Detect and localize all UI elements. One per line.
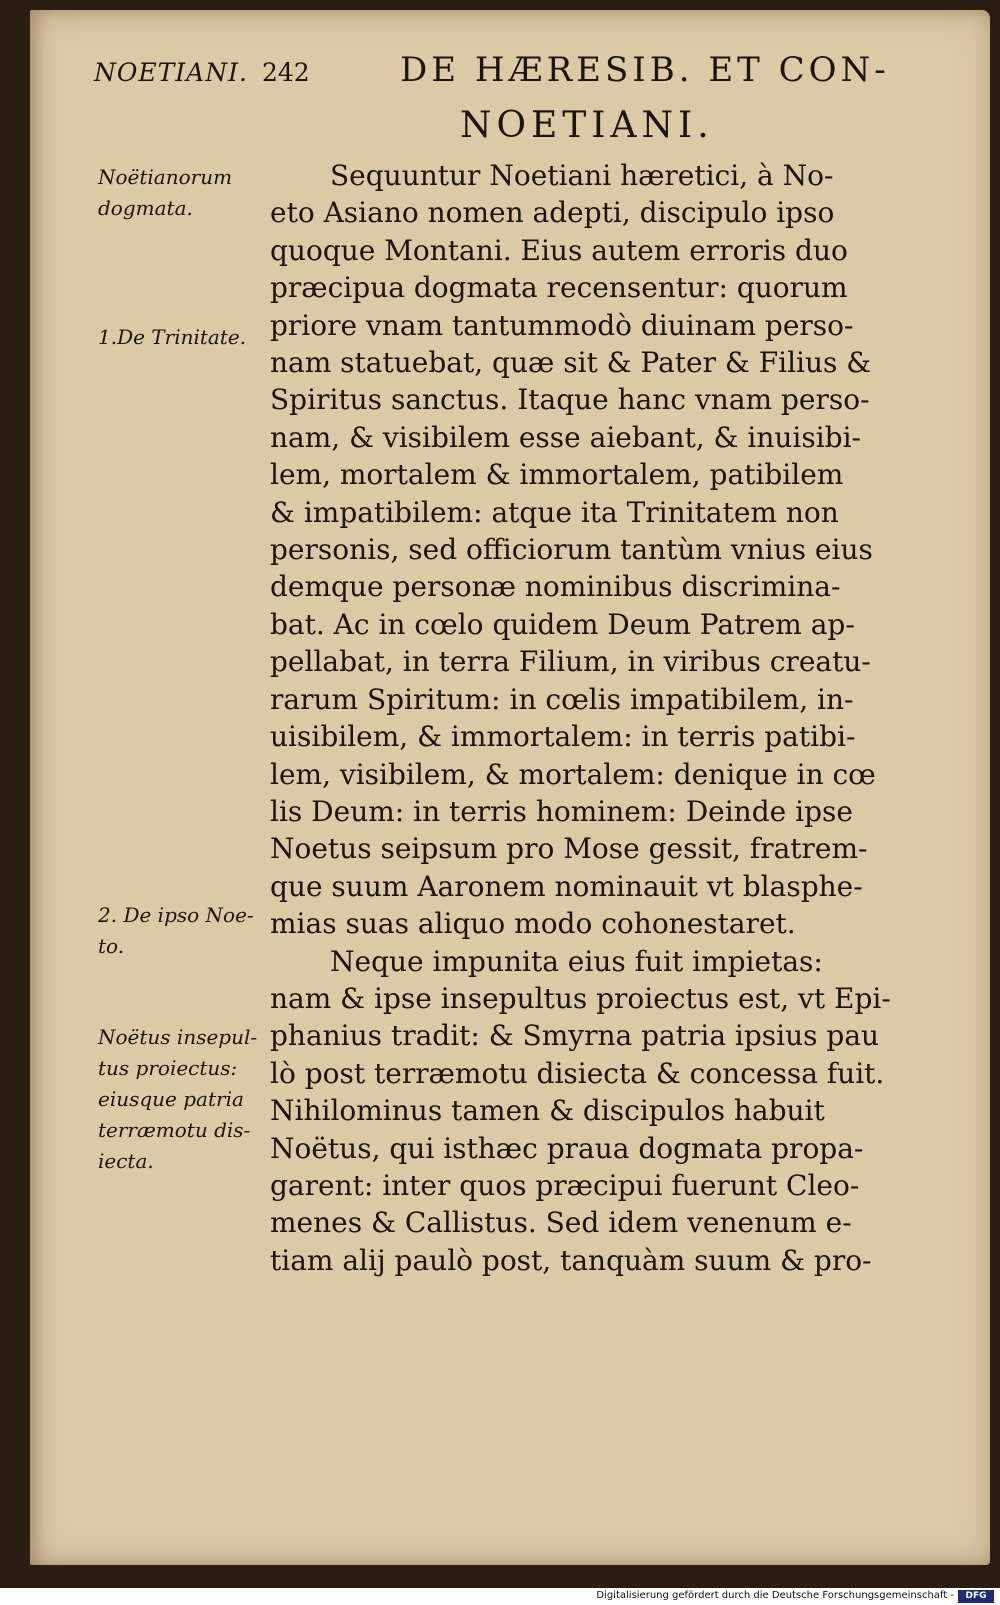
body-line: priore vnam tantummodò diuinam perso- [270,308,854,342]
marginal-note-line: dogmata. [98,196,193,220]
marginal-note-noeto [98,900,268,962]
body-line: quoque Montani. Eius autem erroris duo [270,233,848,267]
body-line: Neque impunita eius fuit impietas: [330,944,823,978]
marginal-note-line: eiusque patria [98,1087,244,1111]
body-line: phanius tradit: & Smyrna patria ipsius pau [270,1019,880,1053]
marginal-note-line: tus proiectus: [98,1056,238,1080]
body-line: Nihilominus tamen & discipulos habuit [270,1094,825,1128]
marginal-note-line: terræmotu dis- [98,1118,251,1142]
section-title: NOETIANI. [460,105,714,146]
body-line: nam, & visibilem esse aiebant, & inuisibi- [270,420,862,454]
running-head-left: NOETIANI. [94,58,248,87]
marginal-note-line: Noëtus insepul- [98,1025,258,1049]
body-line: Spiritus sanctus. Itaque hanc vnam perso- [270,383,870,417]
body-line: lis Deum: in terris hominem: Deinde ipse [270,794,853,828]
marginal-note-dogmata [98,162,268,224]
marginal-note-line: iecta. [98,1149,154,1173]
dfg-logo: DFG [958,1590,994,1603]
marginal-note-trinitate [98,322,268,353]
marginal-note-line: to. [98,934,125,958]
body-line: tiam alij paulò post, tanquàm suum & pro- [270,1243,872,1277]
body-text [270,157,960,1279]
body-line: garent: inter quos præcipui fuerunt Cleo- [270,1168,860,1202]
body-line: rarum Spiritum: in cœlis impatibilem, in- [270,682,854,716]
body-line: eto Asiano nomen adepti, discipulo ipso [270,196,835,230]
body-line: Noetus seipsum pro Mose gessit, fratrem- [270,832,868,866]
body-line: lò post terræmotu disiecta & concessa fuit. [270,1056,885,1090]
running-head [30,48,990,98]
body-line: lem, visibilem, & mortalem: denique in cœ [270,757,876,791]
marginal-note-line: 1.De Trinitate. [98,325,247,349]
body-line: bat. Ac in cœlo quidem Deum Patrem ap- [270,607,855,641]
body-line: & impatibilem: atque ita Trinitatem non [270,495,839,529]
body-line: pellabat, in terra Filium, in viribus creatu- [270,645,871,679]
digitization-credit: Digitalisierung gefördert durch die Deutsche Forschungsgemeinschaft - [596,1590,954,1601]
page-number: 242 [262,58,310,87]
body-line: Noëtus, qui isthæc praua dogmata propa- [270,1131,864,1165]
body-line: personis, sed officiorum tantùm vnius eius [270,533,873,567]
body-line: uisibilem, & immortalem: in terris patibi- [270,720,856,754]
body-line: præcipua dogmata recensentur: quorum [270,271,848,305]
body-line: mias suas aliquo modo cohonestaret. [270,907,796,941]
book-page [30,10,990,1565]
marginal-note-line: Noëtianorum [98,165,233,189]
body-line: lem, mortalem & immortalem, patibilem [270,458,844,492]
body-line: que suum Aaronem nominauit vt blasphe- [270,869,863,903]
body-line: Sequuntur Noetiani hæretici, à No- [330,159,834,192]
body-line: nam statuebat, quæ sit & Pater & Filius & [270,346,872,380]
body-line: demque personæ nominibus discrimina- [270,570,841,604]
running-head-title: DE HÆRESIB. ET CON- [400,50,890,90]
marginal-note-line: 2. De ipso Noe- [98,903,254,927]
marginal-note-insepultus [98,1022,268,1177]
body-line: nam & ipse insepultus proiectus est, vt Epi- [270,981,891,1015]
body-line: menes & Callistus. Sed idem venenum e- [270,1206,852,1240]
